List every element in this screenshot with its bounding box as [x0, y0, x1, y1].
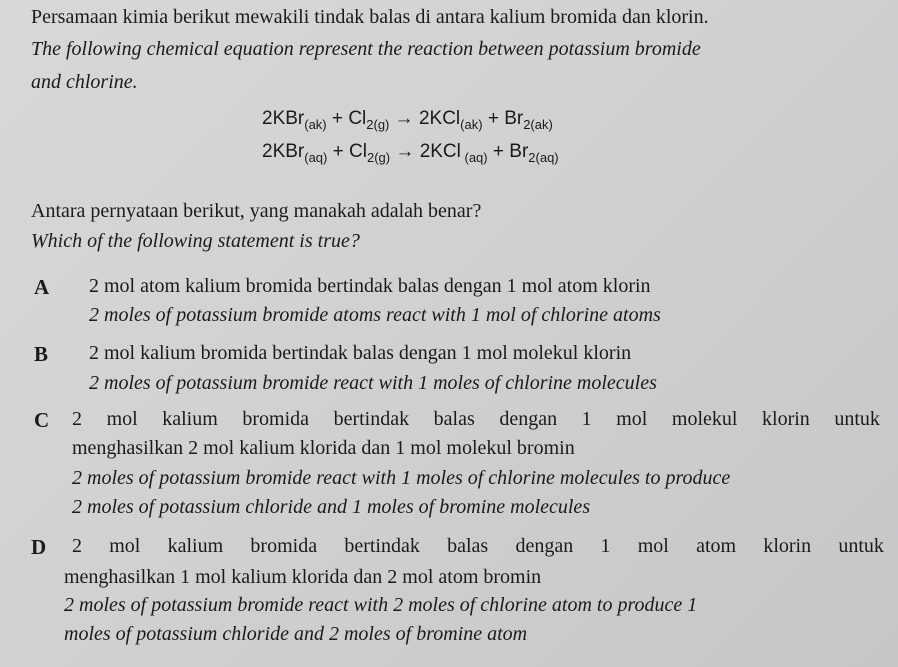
option-a-malay: 2 mol atom kalium bromida bertindak balas dengan 1 mol atom klorin	[89, 275, 651, 297]
word: klorin	[763, 535, 812, 557]
option-d-english-line2: moles of potassium chloride and 2 moles of bromine atom	[64, 623, 528, 645]
reactant-kbr: 2KBr	[262, 108, 305, 129]
word: kalium	[162, 408, 218, 430]
question-malay: Antara pernyataan berikut, yang manakah adalah benar?	[31, 200, 482, 222]
option-d-english-line1: 2 moles of potassium bromide react with 2 moles of chlorine atom to produce 1	[64, 594, 698, 616]
question-english: Which of the following statement is true?	[31, 230, 360, 252]
word: bertindak	[344, 535, 420, 557]
option-c-malay-line2: menghasilkan 2 mol kalium klorida dan 1 mol molekul bromin	[72, 437, 575, 459]
option-b-english: 2 moles of potassium bromide react with 1 moles of chlorine molecules	[89, 372, 657, 394]
state-symbol: 2(aq)	[528, 150, 559, 165]
word: balas	[447, 535, 489, 557]
word: mol	[616, 408, 648, 430]
word: 1	[581, 408, 592, 430]
intro-malay: Persamaan kimia berikut mewakili tindak balas di antara kalium bromida dan klorin.	[31, 6, 709, 28]
word: mol	[109, 535, 141, 557]
option-c-english-line2: 2 moles of potassium chloride and 1 moles of bromine molecules	[72, 496, 591, 518]
reaction-arrow: →	[394, 108, 414, 129]
product-kcl: 2KCl	[418, 108, 461, 129]
intro-english-line2: and chlorine.	[31, 71, 138, 93]
plus-sign: +	[332, 141, 344, 162]
chemical-equation-english	[262, 141, 559, 163]
word: bertindak	[333, 408, 410, 430]
product-br2: Br	[504, 108, 524, 129]
word: bromida	[242, 408, 310, 430]
option-letter: A	[34, 275, 50, 299]
state-symbol: 2(g)	[367, 150, 391, 165]
chemical-equation-malay	[262, 108, 553, 130]
state-symbol: 2(g)	[366, 117, 390, 132]
word: klorin	[762, 408, 810, 430]
word: untuk	[834, 408, 880, 430]
word: untuk	[838, 535, 884, 557]
state-symbol: (ak)	[304, 117, 327, 132]
reactant-cl2: Cl	[348, 108, 367, 129]
option-letter: D	[31, 535, 47, 559]
word: balas	[433, 408, 475, 430]
option-c-malay-line1	[72, 408, 880, 431]
state-symbol: (aq)	[460, 150, 488, 165]
option-c-english-line1: 2 moles of potassium bromide react with 1 moles of chlorine molecules to produce	[72, 467, 731, 489]
word: dengan	[499, 408, 558, 430]
word: mol	[637, 535, 669, 557]
plus-sign: +	[492, 141, 504, 162]
word: molekul	[671, 408, 738, 430]
word: dengan	[515, 535, 574, 557]
option-d-malay-line2: menghasilkan 1 mol kalium klorida dan 2 mol atom bromin	[64, 566, 542, 588]
plus-sign: +	[487, 108, 499, 129]
word: bromida	[250, 535, 318, 557]
product-br2: Br	[509, 141, 529, 162]
word: kalium	[167, 535, 224, 557]
reactant-cl2: Cl	[349, 141, 367, 162]
option-d-malay-line1	[72, 535, 884, 558]
word: 1	[600, 535, 611, 557]
option-letter: C	[34, 408, 50, 432]
state-symbol: (ak)	[460, 117, 483, 132]
reaction-arrow: →	[395, 141, 415, 162]
option-b-malay: 2 mol kalium bromida bertindak balas dengan 1 mol molekul klorin	[89, 342, 632, 364]
word: 2	[72, 408, 82, 430]
intro-english-line1: The following chemical equation represent the reaction between potassium bromide	[31, 38, 701, 60]
reactant-kbr: 2KBr	[262, 141, 305, 162]
word: 2	[72, 535, 82, 557]
plus-sign: +	[331, 108, 344, 129]
product-kcl: 2KCl	[419, 141, 461, 162]
word: mol	[106, 408, 138, 430]
state-symbol: (aq)	[304, 150, 328, 165]
word: atom	[696, 535, 737, 557]
option-a-english: 2 moles of potassium bromide atoms react with 1 mol of chlorine atoms	[89, 304, 661, 326]
option-letter: B	[34, 342, 49, 366]
state-symbol: 2(ak)	[523, 117, 553, 132]
